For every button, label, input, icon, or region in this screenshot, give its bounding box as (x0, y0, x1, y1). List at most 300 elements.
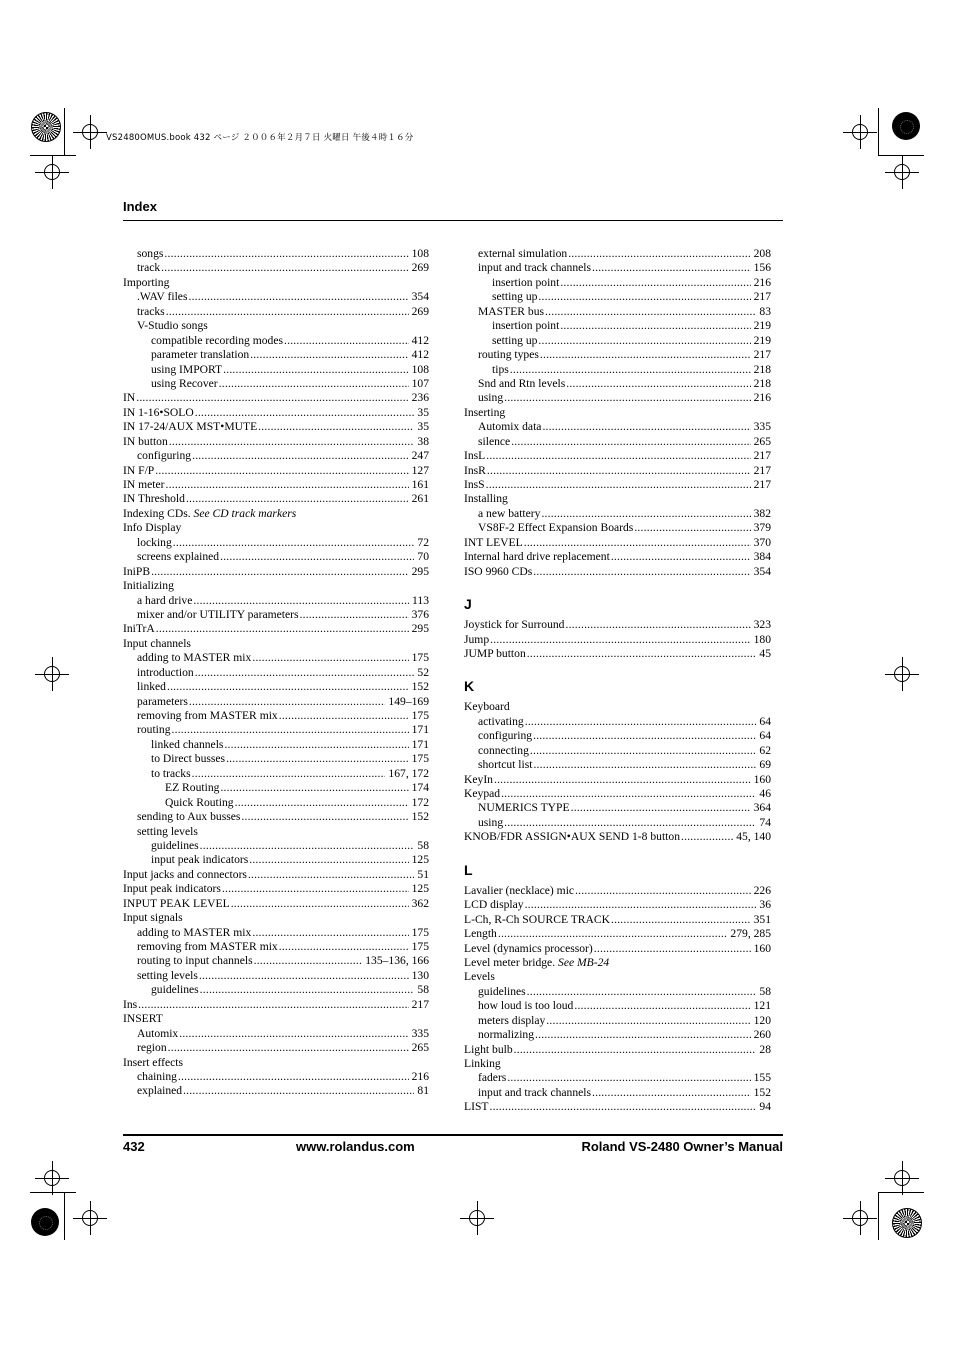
index-term: guidelines (151, 838, 199, 852)
dot-leader (542, 420, 750, 434)
index-entry (464, 927, 771, 941)
index-entry (123, 464, 429, 478)
page-reference: 94 (759, 1100, 771, 1114)
page-reference: 35 (417, 420, 429, 434)
page-reference: 35 (417, 405, 429, 419)
dot-leader (252, 926, 408, 940)
dot-leader (250, 348, 408, 362)
registration-crosshair-mark (891, 1167, 913, 1189)
dot-leader (231, 897, 409, 911)
index-term: MASTER bus (478, 304, 545, 318)
index-entry (123, 897, 429, 911)
index-entry (464, 633, 771, 647)
index-entry (123, 882, 429, 896)
index-term: using (478, 815, 504, 829)
registration-crosshair-mark (891, 663, 913, 685)
index-term: to Direct busses (151, 752, 226, 766)
index-term: guidelines (478, 984, 526, 998)
page-reference: 217 (411, 997, 429, 1011)
index-term: silence (478, 434, 511, 448)
page-reference: 58 (417, 838, 429, 852)
page-reference: 216 (753, 275, 771, 289)
index-term: Light bulb (464, 1042, 513, 1056)
index-entry (123, 1056, 429, 1070)
dot-leader (195, 666, 415, 680)
index-term: region (137, 1041, 167, 1055)
index-entry (464, 715, 771, 729)
dot-leader (199, 969, 409, 983)
crop-line (64, 1192, 65, 1240)
dot-leader (189, 695, 386, 709)
index-term: Snd and Rtn levels (478, 376, 566, 390)
index-term: compatible recording modes (151, 333, 283, 347)
page-reference: 125 (411, 853, 429, 867)
index-term: routing types (478, 348, 539, 362)
dot-leader (592, 1086, 751, 1100)
crop-line (878, 1192, 879, 1240)
page-reference: 180 (753, 632, 771, 646)
index-entry (123, 492, 429, 506)
dot-leader (279, 709, 409, 723)
dot-leader (178, 1070, 409, 1084)
dot-leader (161, 261, 408, 275)
index-entry (123, 608, 429, 622)
index-term: faders (478, 1071, 507, 1085)
page-reference: 219 (753, 333, 771, 347)
index-entry (464, 521, 771, 535)
page-reference: 175 (411, 940, 429, 953)
index-term: .WAV files (137, 290, 188, 304)
index-term: IN (123, 391, 136, 405)
see-reference: See CD track markers (193, 506, 297, 520)
page-reference: 412 (411, 348, 429, 362)
page-reference: 36 (759, 898, 771, 912)
index-entry (464, 261, 771, 275)
index-entry (464, 985, 771, 999)
page-reference: 120 (753, 1013, 771, 1027)
dot-leader (527, 985, 757, 999)
dot-leader (592, 261, 751, 275)
index-term: using IMPORT (151, 362, 223, 376)
dot-leader (487, 464, 751, 478)
page-reference: 171 (411, 737, 429, 751)
page-reference: 382 (753, 506, 771, 520)
dot-leader (172, 723, 409, 737)
dot-leader (533, 729, 756, 743)
index-entry (464, 1028, 771, 1042)
dot-leader (566, 377, 750, 391)
dot-leader (300, 608, 409, 622)
index-term: how loud is too loud (478, 999, 574, 1013)
index-entry (123, 825, 429, 839)
index-term: insertion point (492, 275, 560, 289)
index-entry (123, 565, 429, 579)
index-entry (123, 305, 429, 319)
page-reference: 175 (411, 752, 429, 766)
index-term: Input peak indicators (123, 882, 221, 896)
section-title: Index (123, 199, 157, 214)
dot-leader (254, 954, 363, 968)
dot-leader (560, 276, 750, 290)
crop-line (878, 108, 879, 156)
index-term: IN meter (123, 478, 165, 491)
index-entry (123, 954, 429, 968)
page-reference: 260 (753, 1028, 771, 1042)
index-entry (464, 1071, 771, 1085)
index-term: Importing (123, 275, 170, 289)
dot-leader (248, 868, 414, 882)
index-term: Input channels (123, 636, 191, 650)
page-reference: 45, 140 (736, 830, 771, 844)
index-entry (464, 999, 771, 1013)
dot-leader (164, 247, 408, 261)
index-entry (464, 550, 771, 564)
page-reference: 156 (753, 261, 771, 275)
index-term: IN button (123, 434, 168, 448)
see-reference: See MB-24 (558, 955, 610, 969)
index-entry (464, 942, 771, 956)
page-reference: 261 (411, 492, 429, 506)
index-entry (123, 247, 429, 261)
index-term: KNOB/FDR ASSIGN•AUX SEND 1-8 button (464, 830, 680, 844)
page-reference: 108 (411, 247, 429, 260)
index-term: Input jacks and connectors (123, 867, 247, 881)
index-term: IN Threshold (123, 492, 185, 506)
index-entry (123, 377, 429, 391)
index-term: sending to Aux busses (137, 810, 241, 824)
dot-leader (200, 983, 415, 997)
page-reference: 335 (753, 420, 771, 434)
website-link[interactable]: www.rolandus.com (296, 1139, 415, 1154)
index-term: linked (137, 680, 166, 694)
index-term: using (478, 391, 504, 405)
dot-leader (611, 913, 751, 927)
index-term: songs (137, 247, 164, 260)
page-reference: 108 (411, 362, 429, 376)
page-reference: 161 (411, 478, 429, 491)
page-reference: 208 (753, 247, 771, 260)
dot-leader (252, 651, 408, 665)
index-term: Keyboard (464, 700, 510, 714)
index-entry (464, 1086, 771, 1100)
index-term: Internal hard drive replacement (464, 550, 610, 564)
dot-leader (166, 478, 409, 492)
index-term: L-Ch, R-Ch SOURCE TRACK (464, 912, 611, 926)
index-term: parameters (137, 694, 188, 708)
index-entry (464, 435, 771, 449)
dot-leader (183, 1084, 414, 1098)
dot-leader (514, 1043, 757, 1057)
index-term: KeyIn (464, 772, 493, 786)
index-entry (464, 565, 771, 579)
index-entry (123, 651, 429, 665)
page-reference: 379 (753, 521, 771, 535)
index-term: INSERT (123, 1012, 163, 1026)
index-entry (123, 334, 429, 348)
index-term: Inserting (464, 405, 506, 419)
index-term: JUMP button (464, 646, 526, 660)
dot-leader (219, 377, 409, 391)
dot-leader (571, 801, 751, 815)
index-entry (464, 305, 771, 319)
page-reference: 121 (753, 999, 771, 1013)
index-term: routing to input channels (137, 954, 253, 968)
dot-leader (220, 781, 408, 795)
dot-leader (538, 334, 750, 348)
index-term: Ins (123, 997, 138, 1011)
index-term: ISO 9960 CDs (464, 564, 533, 578)
page-reference: 171 (411, 723, 429, 737)
registration-starburst-mark (31, 112, 61, 142)
index-entry (464, 319, 771, 333)
index-entry (123, 781, 429, 795)
page-reference: 175 (411, 651, 429, 665)
index-term: IniTrA (123, 622, 155, 636)
index-entry (123, 723, 429, 737)
index-entry (464, 492, 771, 506)
dot-leader (284, 334, 409, 348)
page-reference: 335 (411, 1026, 429, 1040)
index-entry (123, 594, 429, 608)
page-reference: 226 (753, 883, 771, 897)
dot-leader (186, 492, 409, 506)
index-letter-heading: L (464, 861, 473, 878)
index-term: LCD display (464, 898, 524, 912)
page-reference: 362 (411, 896, 429, 910)
index-term: IN 1-16•SOLO (123, 405, 194, 419)
index-entry (123, 261, 429, 275)
page-reference: 217 (753, 478, 771, 491)
page-reference: 72 (417, 535, 429, 549)
index-entry (464, 647, 771, 661)
index-term: linked channels (151, 737, 224, 751)
page-reference: 64 (759, 714, 771, 728)
index-term: insertion point (492, 319, 560, 333)
page-reference: 174 (411, 781, 429, 795)
dot-leader (501, 787, 756, 801)
index-term: adding to MASTER mix (137, 925, 252, 939)
page-reference: 125 (411, 882, 429, 896)
index-term: input peak indicators (151, 853, 249, 867)
dot-leader (535, 1028, 751, 1042)
registration-crosshair-mark (849, 1207, 871, 1229)
index-entry (123, 348, 429, 362)
dot-leader (188, 290, 408, 304)
index-term: Initializing (123, 579, 174, 593)
index-entry (123, 435, 429, 449)
index-entry (464, 773, 771, 787)
page-reference: 269 (411, 261, 429, 275)
index-entry (464, 536, 771, 550)
index-entry (123, 1041, 429, 1055)
index-entry (464, 913, 771, 927)
index-entry (123, 1027, 429, 1041)
crop-line (30, 155, 76, 156)
index-term: InsL (464, 449, 486, 463)
index-term: a new battery (478, 506, 541, 520)
index-entry (123, 666, 429, 680)
page-reference: 149–169 (388, 694, 429, 708)
dot-leader (167, 680, 409, 694)
index-term: InsS (464, 478, 485, 491)
dot-leader (192, 449, 409, 463)
dot-leader (151, 565, 409, 579)
page-reference: 62 (759, 743, 771, 757)
index-term: Automix (137, 1026, 179, 1040)
index-term: routing (137, 723, 171, 737)
dot-leader (224, 738, 408, 752)
page-reference: 167, 172 (388, 766, 429, 780)
dot-leader (530, 744, 757, 758)
page-reference: 376 (411, 607, 429, 621)
dot-leader (226, 752, 409, 766)
index-entry (123, 738, 429, 752)
index-entry (464, 744, 771, 758)
index-entry (464, 884, 771, 898)
index-entry (123, 853, 429, 867)
page-reference: 218 (753, 362, 771, 376)
index-term: mixer and/or UTILITY parameters (137, 607, 299, 621)
index-entry (464, 898, 771, 912)
dot-leader (249, 853, 408, 867)
page-reference: 370 (753, 535, 771, 549)
index-entry (123, 406, 429, 420)
index-term: to tracks (151, 766, 191, 780)
page-reference: 412 (411, 333, 429, 347)
index-entry (464, 334, 771, 348)
page-reference: 354 (411, 290, 429, 304)
index-term: tracks (137, 304, 165, 318)
dot-leader (533, 565, 750, 579)
registration-crosshair-mark (41, 161, 63, 183)
page-reference: 135–136, 166 (365, 954, 429, 968)
index-term: setting levels (137, 968, 198, 982)
index-entry (464, 290, 771, 304)
page-reference: 160 (753, 941, 771, 955)
index-term: setting levels (137, 824, 198, 838)
dot-leader (138, 998, 408, 1012)
dot-leader (169, 435, 415, 449)
index-term: Level (dynamics processor) (464, 941, 593, 955)
header-rule (123, 220, 783, 221)
index-entry (464, 507, 771, 521)
index-column-left (123, 247, 429, 1099)
crop-line (30, 1192, 76, 1193)
page-reference: 83 (759, 304, 771, 318)
index-entry (464, 801, 771, 815)
index-entry (464, 816, 771, 830)
page-reference: 216 (411, 1069, 429, 1083)
dot-leader (594, 942, 751, 956)
dot-leader (494, 773, 751, 787)
index-entry (123, 868, 429, 882)
dot-leader (222, 882, 409, 896)
index-column-right (464, 247, 771, 1115)
index-entry (464, 830, 771, 844)
index-term: introduction (137, 665, 194, 679)
page-reference: 69 (759, 758, 771, 772)
registration-crosshair-mark (79, 121, 101, 143)
index-entry (123, 1084, 429, 1098)
index-entry (123, 709, 429, 723)
index-entry (123, 969, 429, 983)
index-entry (123, 752, 429, 766)
index-entry (464, 449, 771, 463)
index-term: tips (492, 362, 509, 376)
index-entry (123, 536, 429, 550)
index-term: input and track channels (478, 261, 591, 275)
index-term: meters display (478, 1013, 546, 1027)
dot-leader (258, 420, 414, 434)
page-reference: 323 (753, 618, 771, 632)
dot-leader (490, 633, 750, 647)
index-term: guidelines (151, 983, 199, 997)
index-term: removing from MASTER mix (137, 709, 278, 722)
registration-starburst-mark (892, 1208, 922, 1238)
index-entry (123, 911, 429, 925)
dot-leader (511, 435, 750, 449)
dot-leader (486, 478, 751, 492)
page-reference: 236 (411, 391, 429, 405)
registration-crosshair-mark (849, 121, 871, 143)
index-term: activating (478, 714, 524, 728)
page-reference: 70 (417, 550, 429, 564)
page-reference: 364 (753, 801, 771, 815)
dot-leader (504, 816, 756, 830)
index-entry (464, 970, 771, 984)
index-term: using Recover (151, 376, 218, 390)
index-entry (123, 449, 429, 463)
dot-leader (223, 363, 408, 377)
registration-crosshair-mark (891, 161, 913, 183)
index-entry (123, 276, 429, 290)
index-term: locking (137, 535, 172, 549)
page-reference: 217 (753, 290, 771, 304)
index-term: input and track channels (478, 1085, 591, 1099)
dot-leader (524, 536, 751, 550)
index-term: adding to MASTER mix (137, 651, 252, 665)
index-entry (464, 1057, 771, 1071)
dot-leader (179, 1027, 408, 1041)
index-entry (123, 521, 429, 535)
index-term: NUMERICS TYPE (478, 801, 570, 815)
page-reference: 46 (759, 787, 771, 800)
dot-leader (136, 391, 408, 405)
index-term: Insert effects (123, 1055, 183, 1069)
index-letter-heading: J (464, 596, 472, 613)
index-term: normalizing (478, 1028, 535, 1042)
index-entry (464, 247, 771, 261)
page-reference: 160 (753, 772, 771, 786)
page-reference: 74 (759, 815, 771, 829)
index-entry (123, 940, 429, 954)
index-entry (464, 787, 771, 801)
page-reference: 175 (411, 709, 429, 722)
page-reference: 217 (753, 463, 771, 477)
index-entry (123, 767, 429, 781)
index-term: removing from MASTER mix (137, 940, 278, 953)
page-reference: 58 (417, 983, 429, 997)
index-term: Indexing CDs. See CD track markers (123, 506, 297, 520)
index-term: IN F/P (123, 463, 155, 477)
registration-crosshair-mark (79, 1207, 101, 1229)
index-term: Joystick for Surround (464, 618, 565, 632)
index-term: external simulation (478, 247, 568, 260)
page-reference: 58 (759, 984, 771, 998)
dot-leader (498, 927, 728, 941)
page-reference: 269 (411, 304, 429, 318)
index-term: LIST (464, 1100, 489, 1114)
